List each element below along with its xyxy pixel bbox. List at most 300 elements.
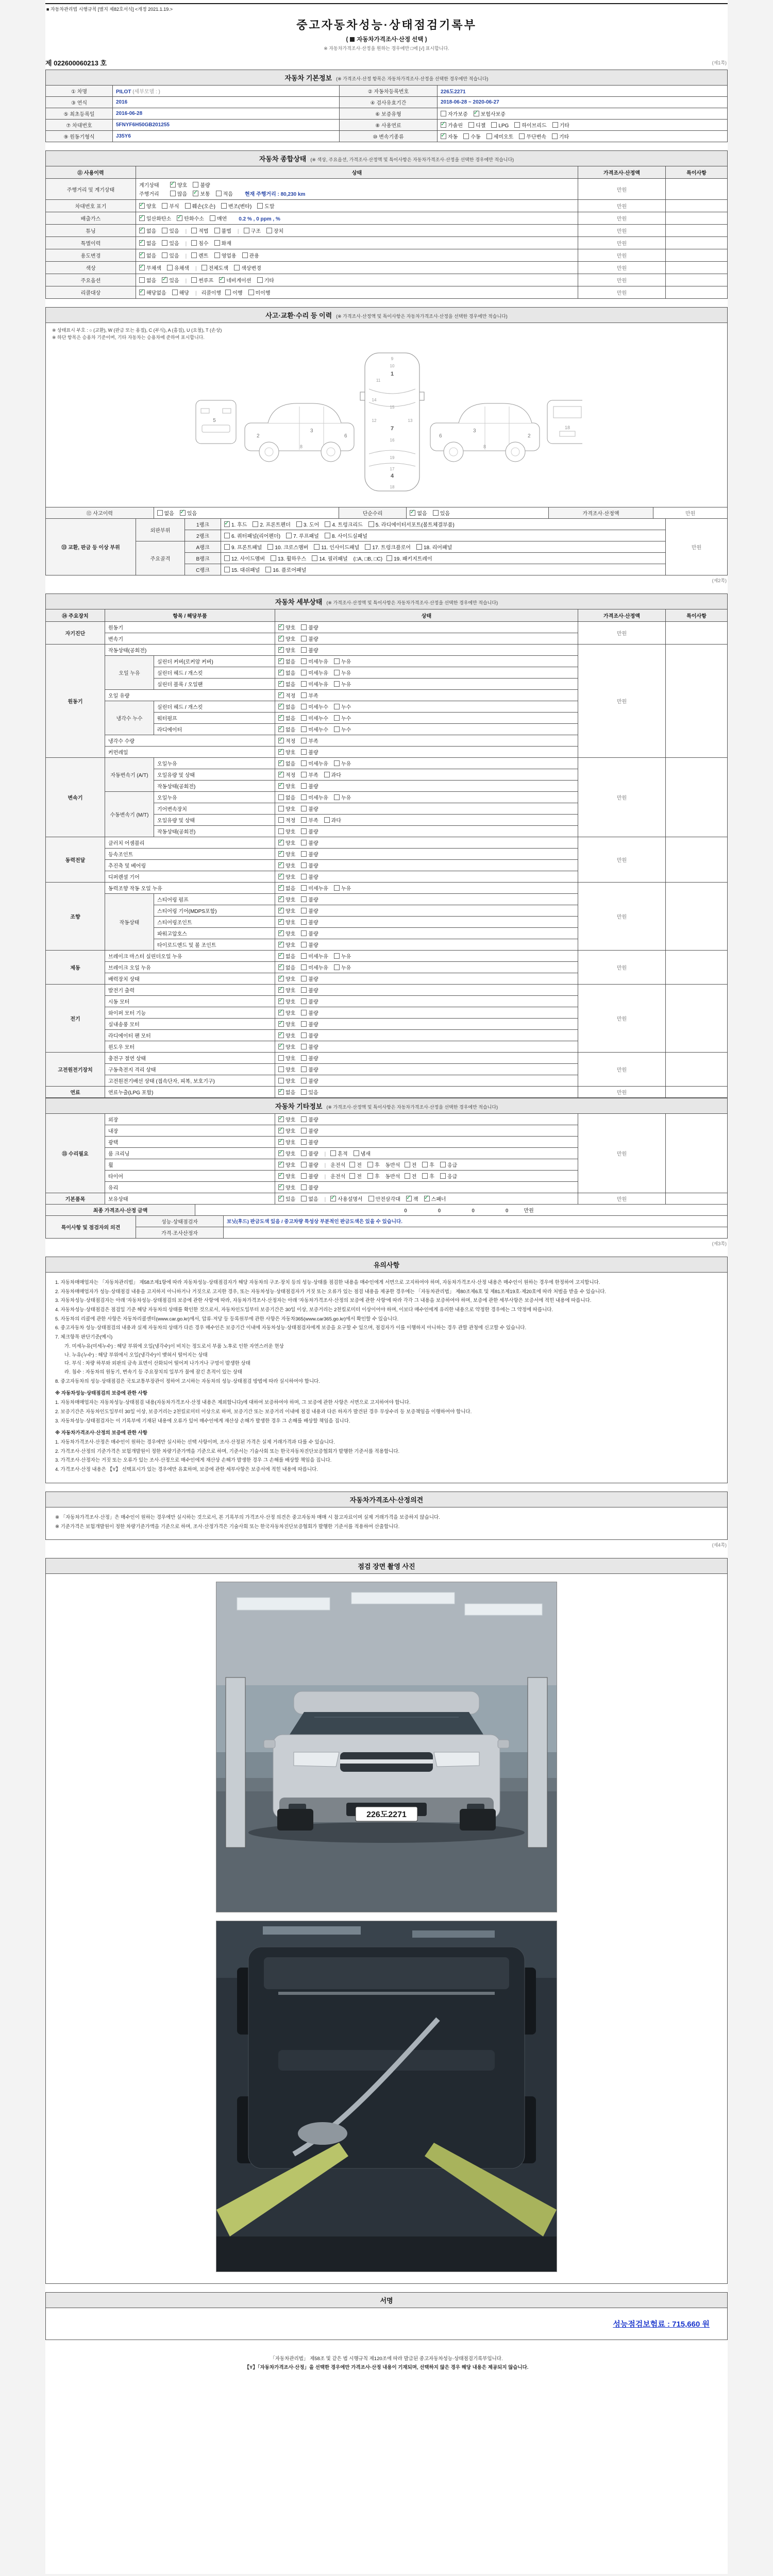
checkbox[interactable] xyxy=(278,942,284,947)
checkbox-option[interactable] xyxy=(278,725,295,733)
checkbox-option[interactable] xyxy=(278,1127,295,1134)
checkbox-option[interactable] xyxy=(301,1009,318,1016)
checkbox-option[interactable] xyxy=(214,239,231,247)
checkbox-option[interactable] xyxy=(386,554,432,562)
checkbox[interactable] xyxy=(210,215,215,221)
checkbox[interactable] xyxy=(301,692,307,698)
checkbox[interactable] xyxy=(301,1150,307,1156)
checkbox[interactable] xyxy=(278,964,284,970)
checkbox-option[interactable] xyxy=(474,110,506,117)
checkbox-option[interactable] xyxy=(224,543,262,551)
checkbox-option[interactable] xyxy=(193,190,210,197)
checkbox[interactable] xyxy=(193,191,198,196)
checkbox[interactable] xyxy=(301,749,307,755)
checkbox-option[interactable] xyxy=(301,941,318,948)
checkbox[interactable] xyxy=(440,1162,446,1167)
checkbox[interactable] xyxy=(301,976,307,981)
checkbox-option[interactable] xyxy=(463,132,480,140)
checkbox-option[interactable] xyxy=(162,202,179,210)
checkbox[interactable] xyxy=(224,533,230,538)
checkbox[interactable] xyxy=(216,191,222,196)
checkbox-option[interactable] xyxy=(278,1138,295,1146)
checkbox[interactable] xyxy=(354,1150,359,1156)
checkbox-option[interactable] xyxy=(301,748,318,756)
checkbox-option[interactable] xyxy=(424,1195,446,1202)
checkbox-option[interactable] xyxy=(139,264,161,272)
checkbox-option[interactable] xyxy=(312,554,347,562)
checkbox-option[interactable] xyxy=(301,816,318,824)
checkbox-option[interactable] xyxy=(324,771,341,778)
checkbox-option[interactable] xyxy=(301,1054,318,1062)
checkbox[interactable] xyxy=(301,658,307,664)
checkbox-option[interactable] xyxy=(405,1172,417,1180)
checkbox[interactable] xyxy=(278,1021,284,1027)
checkbox-option[interactable] xyxy=(267,543,308,551)
checkbox-option[interactable] xyxy=(468,121,485,129)
checkbox[interactable] xyxy=(301,1078,307,1083)
checkbox-option[interactable] xyxy=(278,1077,295,1084)
checkbox-option[interactable] xyxy=(301,1065,318,1073)
checkbox[interactable] xyxy=(424,1196,430,1201)
checkbox-option[interactable] xyxy=(301,646,318,654)
checkbox[interactable] xyxy=(162,240,167,246)
checkbox[interactable] xyxy=(441,122,446,128)
checkbox[interactable] xyxy=(440,1173,446,1179)
checkbox-option[interactable] xyxy=(301,986,318,994)
checkbox-option[interactable] xyxy=(440,1172,457,1180)
checkbox-option[interactable] xyxy=(491,122,509,129)
checkbox[interactable] xyxy=(278,658,284,664)
checkbox[interactable] xyxy=(301,1010,307,1015)
checkbox[interactable] xyxy=(334,715,340,721)
checkbox[interactable] xyxy=(214,240,220,246)
checkbox[interactable] xyxy=(278,930,284,936)
checkbox-option[interactable] xyxy=(301,771,318,778)
checkbox-option[interactable] xyxy=(234,264,261,272)
checkbox-option[interactable] xyxy=(301,657,328,665)
checkbox-option[interactable] xyxy=(330,1149,347,1157)
selected-checkbox[interactable] xyxy=(350,37,355,42)
checkbox[interactable] xyxy=(162,277,167,283)
checkbox[interactable] xyxy=(157,510,163,516)
checkbox-option[interactable] xyxy=(170,181,187,189)
checkbox[interactable] xyxy=(468,122,474,128)
checkbox[interactable] xyxy=(257,203,263,209)
checkbox[interactable] xyxy=(301,726,307,732)
checkbox-option[interactable] xyxy=(167,264,189,272)
checkbox-option[interactable] xyxy=(278,1065,295,1073)
checkbox-option[interactable] xyxy=(405,1161,417,1168)
checkbox-option[interactable] xyxy=(301,1077,318,1084)
checkbox-option[interactable] xyxy=(191,276,213,284)
checkbox-option[interactable] xyxy=(301,850,318,858)
checkbox-option[interactable] xyxy=(286,532,319,539)
checkbox[interactable] xyxy=(349,1173,355,1179)
checkbox-option[interactable] xyxy=(301,997,318,1005)
checkbox-option[interactable] xyxy=(162,276,179,284)
checkbox-option[interactable] xyxy=(278,907,295,914)
checkbox-option[interactable] xyxy=(224,566,260,573)
checkbox-option[interactable] xyxy=(214,251,237,259)
checkbox[interactable] xyxy=(278,783,284,789)
checkbox[interactable] xyxy=(301,919,307,925)
checkbox-option[interactable] xyxy=(278,941,295,948)
checkbox-option[interactable] xyxy=(193,181,210,189)
checkbox[interactable] xyxy=(201,265,207,270)
checkbox[interactable] xyxy=(278,1032,284,1038)
checkbox[interactable] xyxy=(278,976,284,981)
checkbox[interactable] xyxy=(301,828,307,834)
checkbox[interactable] xyxy=(278,1055,284,1061)
checkbox-option[interactable] xyxy=(301,1127,318,1134)
checkbox[interactable] xyxy=(406,1196,412,1201)
checkbox[interactable] xyxy=(278,840,284,845)
checkbox[interactable] xyxy=(139,203,145,209)
checkbox[interactable] xyxy=(221,203,227,209)
checkbox-option[interactable] xyxy=(278,963,295,971)
checkbox-option[interactable] xyxy=(441,110,468,117)
checkbox[interactable] xyxy=(301,1066,307,1072)
checkbox[interactable] xyxy=(314,544,320,550)
checkbox-option[interactable] xyxy=(367,1172,380,1180)
checkbox-option[interactable] xyxy=(278,1195,295,1202)
checkbox-option[interactable] xyxy=(278,1088,295,1096)
checkbox-option[interactable] xyxy=(139,289,166,296)
checkbox-option[interactable] xyxy=(278,714,295,722)
checkbox-option[interactable] xyxy=(301,884,328,892)
checkbox-option[interactable] xyxy=(177,214,204,222)
checkbox[interactable] xyxy=(278,1139,284,1145)
checkbox-option[interactable] xyxy=(334,680,351,688)
checkbox[interactable] xyxy=(301,1128,307,1133)
checkbox-option[interactable] xyxy=(278,1043,295,1050)
checkbox-option[interactable] xyxy=(278,952,295,960)
checkbox-option[interactable] xyxy=(278,669,295,676)
checkbox-option[interactable] xyxy=(191,227,208,234)
checkbox-option[interactable] xyxy=(278,703,295,710)
checkbox[interactable] xyxy=(224,555,230,561)
checkbox-option[interactable] xyxy=(301,691,318,699)
checkbox[interactable] xyxy=(301,862,307,868)
checkbox[interactable] xyxy=(278,670,284,675)
checkbox-option[interactable] xyxy=(552,132,569,140)
checkbox[interactable] xyxy=(278,715,284,721)
checkbox-option[interactable] xyxy=(301,669,328,676)
checkbox[interactable] xyxy=(301,987,307,993)
checkbox-option[interactable] xyxy=(278,1149,295,1157)
checkbox-option[interactable] xyxy=(301,963,328,971)
checkbox-option[interactable] xyxy=(278,1054,295,1062)
checkbox[interactable] xyxy=(334,726,340,732)
checkbox[interactable] xyxy=(278,794,284,800)
checkbox[interactable] xyxy=(334,964,340,970)
checkbox[interactable] xyxy=(386,555,392,561)
checkbox-option[interactable] xyxy=(301,918,318,926)
checkbox-option[interactable] xyxy=(278,884,295,892)
checkbox-option[interactable] xyxy=(301,759,328,767)
checkbox-option[interactable] xyxy=(334,793,351,801)
checkbox-option[interactable] xyxy=(278,997,295,1005)
checkbox[interactable] xyxy=(278,896,284,902)
checkbox-option[interactable] xyxy=(278,873,295,880)
checkbox-option[interactable] xyxy=(180,509,197,517)
checkbox-option[interactable] xyxy=(422,1172,434,1180)
checkbox-option[interactable] xyxy=(172,289,189,296)
checkbox[interactable] xyxy=(301,953,307,959)
checkbox-option[interactable] xyxy=(552,121,569,129)
checkbox-option[interactable] xyxy=(301,1172,318,1180)
checkbox[interactable] xyxy=(139,215,145,221)
checkbox-option[interactable] xyxy=(278,759,295,767)
checkbox-option[interactable] xyxy=(278,861,295,869)
checkbox-option[interactable] xyxy=(301,1195,318,1202)
checkbox[interactable] xyxy=(180,510,186,516)
checkbox-option[interactable] xyxy=(368,520,455,528)
checkbox-option[interactable] xyxy=(441,132,458,140)
checkbox[interactable] xyxy=(301,1089,307,1095)
checkbox-option[interactable] xyxy=(301,793,328,801)
checkbox-option[interactable] xyxy=(139,227,156,234)
checkbox[interactable] xyxy=(139,265,145,270)
checkbox-option[interactable] xyxy=(301,839,318,846)
checkbox[interactable] xyxy=(278,851,284,857)
checkbox[interactable] xyxy=(330,1150,336,1156)
checkbox-option[interactable] xyxy=(139,276,156,284)
checkbox[interactable] xyxy=(365,544,371,550)
checkbox-option[interactable] xyxy=(257,276,274,284)
checkbox[interactable] xyxy=(242,252,248,258)
checkbox[interactable] xyxy=(301,885,307,891)
checkbox-option[interactable] xyxy=(278,1161,295,1168)
checkbox-option[interactable] xyxy=(278,850,295,858)
checkbox[interactable] xyxy=(278,908,284,913)
checkbox[interactable] xyxy=(296,521,302,527)
checkbox-option[interactable] xyxy=(139,202,156,210)
checkbox[interactable] xyxy=(278,862,284,868)
checkbox[interactable] xyxy=(177,215,182,221)
checkbox-option[interactable] xyxy=(301,952,328,960)
checkbox[interactable] xyxy=(278,692,284,698)
checkbox[interactable] xyxy=(265,567,271,572)
checkbox-option[interactable] xyxy=(325,532,367,539)
checkbox-option[interactable] xyxy=(334,725,351,733)
checkbox-option[interactable] xyxy=(278,895,295,903)
checkbox-option[interactable] xyxy=(486,132,514,140)
checkbox[interactable] xyxy=(552,133,558,139)
checkbox[interactable] xyxy=(278,1089,284,1095)
checkbox[interactable] xyxy=(278,1128,284,1133)
checkbox-option[interactable] xyxy=(216,190,233,197)
checkbox-option[interactable] xyxy=(248,289,271,296)
checkbox-option[interactable] xyxy=(301,703,328,710)
checkbox-option[interactable] xyxy=(301,1138,318,1146)
checkbox[interactable] xyxy=(278,1162,284,1167)
checkbox[interactable] xyxy=(167,265,173,270)
checkbox-option[interactable] xyxy=(334,669,351,676)
checkbox[interactable] xyxy=(278,1184,284,1190)
checkbox-option[interactable] xyxy=(301,1149,318,1157)
checkbox[interactable] xyxy=(334,658,340,664)
checkbox-option[interactable] xyxy=(301,907,318,914)
checkbox-option[interactable] xyxy=(157,509,174,517)
checkbox-option[interactable] xyxy=(301,827,318,835)
checkbox-option[interactable] xyxy=(271,554,306,562)
checkbox[interactable] xyxy=(463,133,469,139)
checkbox-option[interactable] xyxy=(519,132,546,140)
checkbox[interactable] xyxy=(278,987,284,993)
checkbox-option[interactable] xyxy=(253,520,290,528)
checkbox-option[interactable] xyxy=(278,1020,295,1028)
checkbox[interactable] xyxy=(312,555,317,561)
checkbox[interactable] xyxy=(278,624,284,630)
checkbox[interactable] xyxy=(139,252,145,258)
checkbox[interactable] xyxy=(219,277,225,283)
checkbox-option[interactable] xyxy=(185,202,215,210)
checkbox[interactable] xyxy=(301,874,307,879)
checkbox-option[interactable] xyxy=(278,816,295,824)
checkbox[interactable] xyxy=(301,681,307,687)
checkbox[interactable] xyxy=(301,964,307,970)
checkbox[interactable] xyxy=(301,806,307,811)
checkbox-option[interactable] xyxy=(139,214,171,222)
checkbox[interactable] xyxy=(170,182,176,188)
checkbox[interactable] xyxy=(422,1162,428,1167)
checkbox[interactable] xyxy=(301,636,307,641)
checkbox[interactable] xyxy=(214,252,220,258)
checkbox[interactable] xyxy=(139,240,145,246)
checkbox[interactable] xyxy=(278,1150,284,1156)
checkbox-option[interactable] xyxy=(278,1183,295,1191)
checkbox-option[interactable] xyxy=(301,725,328,733)
checkbox[interactable] xyxy=(139,228,145,233)
checkbox-option[interactable] xyxy=(301,861,318,869)
checkbox[interactable] xyxy=(139,277,145,283)
checkbox-option[interactable] xyxy=(191,251,208,259)
checkbox[interactable] xyxy=(514,122,520,128)
checkbox[interactable] xyxy=(441,111,446,116)
checkbox[interactable] xyxy=(349,1162,355,1167)
checkbox[interactable] xyxy=(324,772,330,777)
checkbox[interactable] xyxy=(278,636,284,641)
checkbox-option[interactable] xyxy=(278,691,295,699)
checkbox[interactable] xyxy=(334,953,340,959)
checkbox[interactable] xyxy=(301,930,307,936)
checkbox[interactable] xyxy=(301,670,307,675)
checkbox-option[interactable] xyxy=(410,509,427,517)
checkbox-option[interactable] xyxy=(278,657,295,665)
checkbox[interactable] xyxy=(266,228,272,233)
checkbox-option[interactable] xyxy=(433,509,450,517)
checkbox[interactable] xyxy=(330,1196,336,1201)
checkbox-option[interactable] xyxy=(334,703,351,710)
checkbox[interactable] xyxy=(278,1066,284,1072)
checkbox-option[interactable] xyxy=(365,543,411,551)
checkbox[interactable] xyxy=(162,228,167,233)
checkbox-option[interactable] xyxy=(301,895,318,903)
checkbox-option[interactable] xyxy=(334,952,351,960)
checkbox-option[interactable] xyxy=(257,202,274,210)
checkbox[interactable] xyxy=(552,122,558,128)
checkbox[interactable] xyxy=(301,1162,307,1167)
checkbox-option[interactable] xyxy=(301,873,318,880)
checkbox[interactable] xyxy=(334,760,340,766)
checkbox[interactable] xyxy=(191,252,197,258)
checkbox-option[interactable] xyxy=(278,748,295,756)
checkbox-option[interactable] xyxy=(139,239,156,247)
checkbox[interactable] xyxy=(214,228,220,233)
checkbox[interactable] xyxy=(162,252,167,258)
checkbox[interactable] xyxy=(139,290,145,295)
checkbox[interactable] xyxy=(248,290,254,295)
checkbox-option[interactable] xyxy=(440,1161,457,1168)
checkbox-option[interactable] xyxy=(278,1031,295,1039)
checkbox-option[interactable] xyxy=(334,884,351,892)
checkbox-option[interactable] xyxy=(278,805,295,812)
checkbox-option[interactable] xyxy=(301,975,318,982)
checkbox[interactable] xyxy=(486,133,492,139)
checkbox[interactable] xyxy=(278,726,284,732)
checkbox-option[interactable] xyxy=(330,1195,362,1202)
checkbox-option[interactable] xyxy=(244,227,261,234)
checkbox[interactable] xyxy=(334,681,340,687)
checkbox[interactable] xyxy=(405,1173,410,1179)
checkbox-option[interactable] xyxy=(278,986,295,994)
checkbox-option[interactable] xyxy=(170,190,187,197)
checkbox[interactable] xyxy=(225,290,231,295)
checkbox[interactable] xyxy=(367,1173,373,1179)
checkbox-option[interactable] xyxy=(219,276,251,284)
checkbox-option[interactable] xyxy=(296,520,319,528)
checkbox[interactable] xyxy=(301,1139,307,1145)
checkbox-option[interactable] xyxy=(214,227,231,234)
checkbox-option[interactable] xyxy=(278,839,295,846)
checkbox[interactable] xyxy=(185,203,191,209)
checkbox-option[interactable] xyxy=(334,657,351,665)
checkbox[interactable] xyxy=(334,885,340,891)
checkbox-option[interactable] xyxy=(301,1020,318,1028)
checkbox[interactable] xyxy=(267,544,273,550)
checkbox[interactable] xyxy=(301,794,307,800)
checkbox[interactable] xyxy=(325,521,330,527)
checkbox[interactable] xyxy=(301,1032,307,1038)
checkbox-option[interactable] xyxy=(301,737,318,744)
checkbox-option[interactable] xyxy=(416,543,452,551)
checkbox[interactable] xyxy=(278,806,284,811)
checkbox-option[interactable] xyxy=(278,1172,295,1180)
checkbox[interactable] xyxy=(301,851,307,857)
checkbox-option[interactable] xyxy=(301,635,318,642)
checkbox[interactable] xyxy=(301,772,307,777)
checkbox[interactable] xyxy=(301,942,307,947)
checkbox[interactable] xyxy=(301,998,307,1004)
checkbox[interactable] xyxy=(368,1196,374,1201)
checkbox[interactable] xyxy=(224,567,230,572)
checkbox-option[interactable] xyxy=(266,227,283,234)
checkbox-option[interactable] xyxy=(278,782,295,790)
checkbox[interactable] xyxy=(301,1044,307,1049)
checkbox-option[interactable] xyxy=(139,251,156,259)
checkbox[interactable] xyxy=(301,704,307,709)
checkbox[interactable] xyxy=(278,1078,284,1083)
checkbox[interactable] xyxy=(301,783,307,789)
checkbox[interactable] xyxy=(491,122,497,128)
checkbox[interactable] xyxy=(278,874,284,879)
checkbox-option[interactable] xyxy=(224,554,265,562)
checkbox-option[interactable] xyxy=(514,121,546,129)
checkbox-option[interactable] xyxy=(225,289,242,296)
checkbox-option[interactable] xyxy=(278,1115,295,1123)
checkbox[interactable] xyxy=(278,681,284,687)
